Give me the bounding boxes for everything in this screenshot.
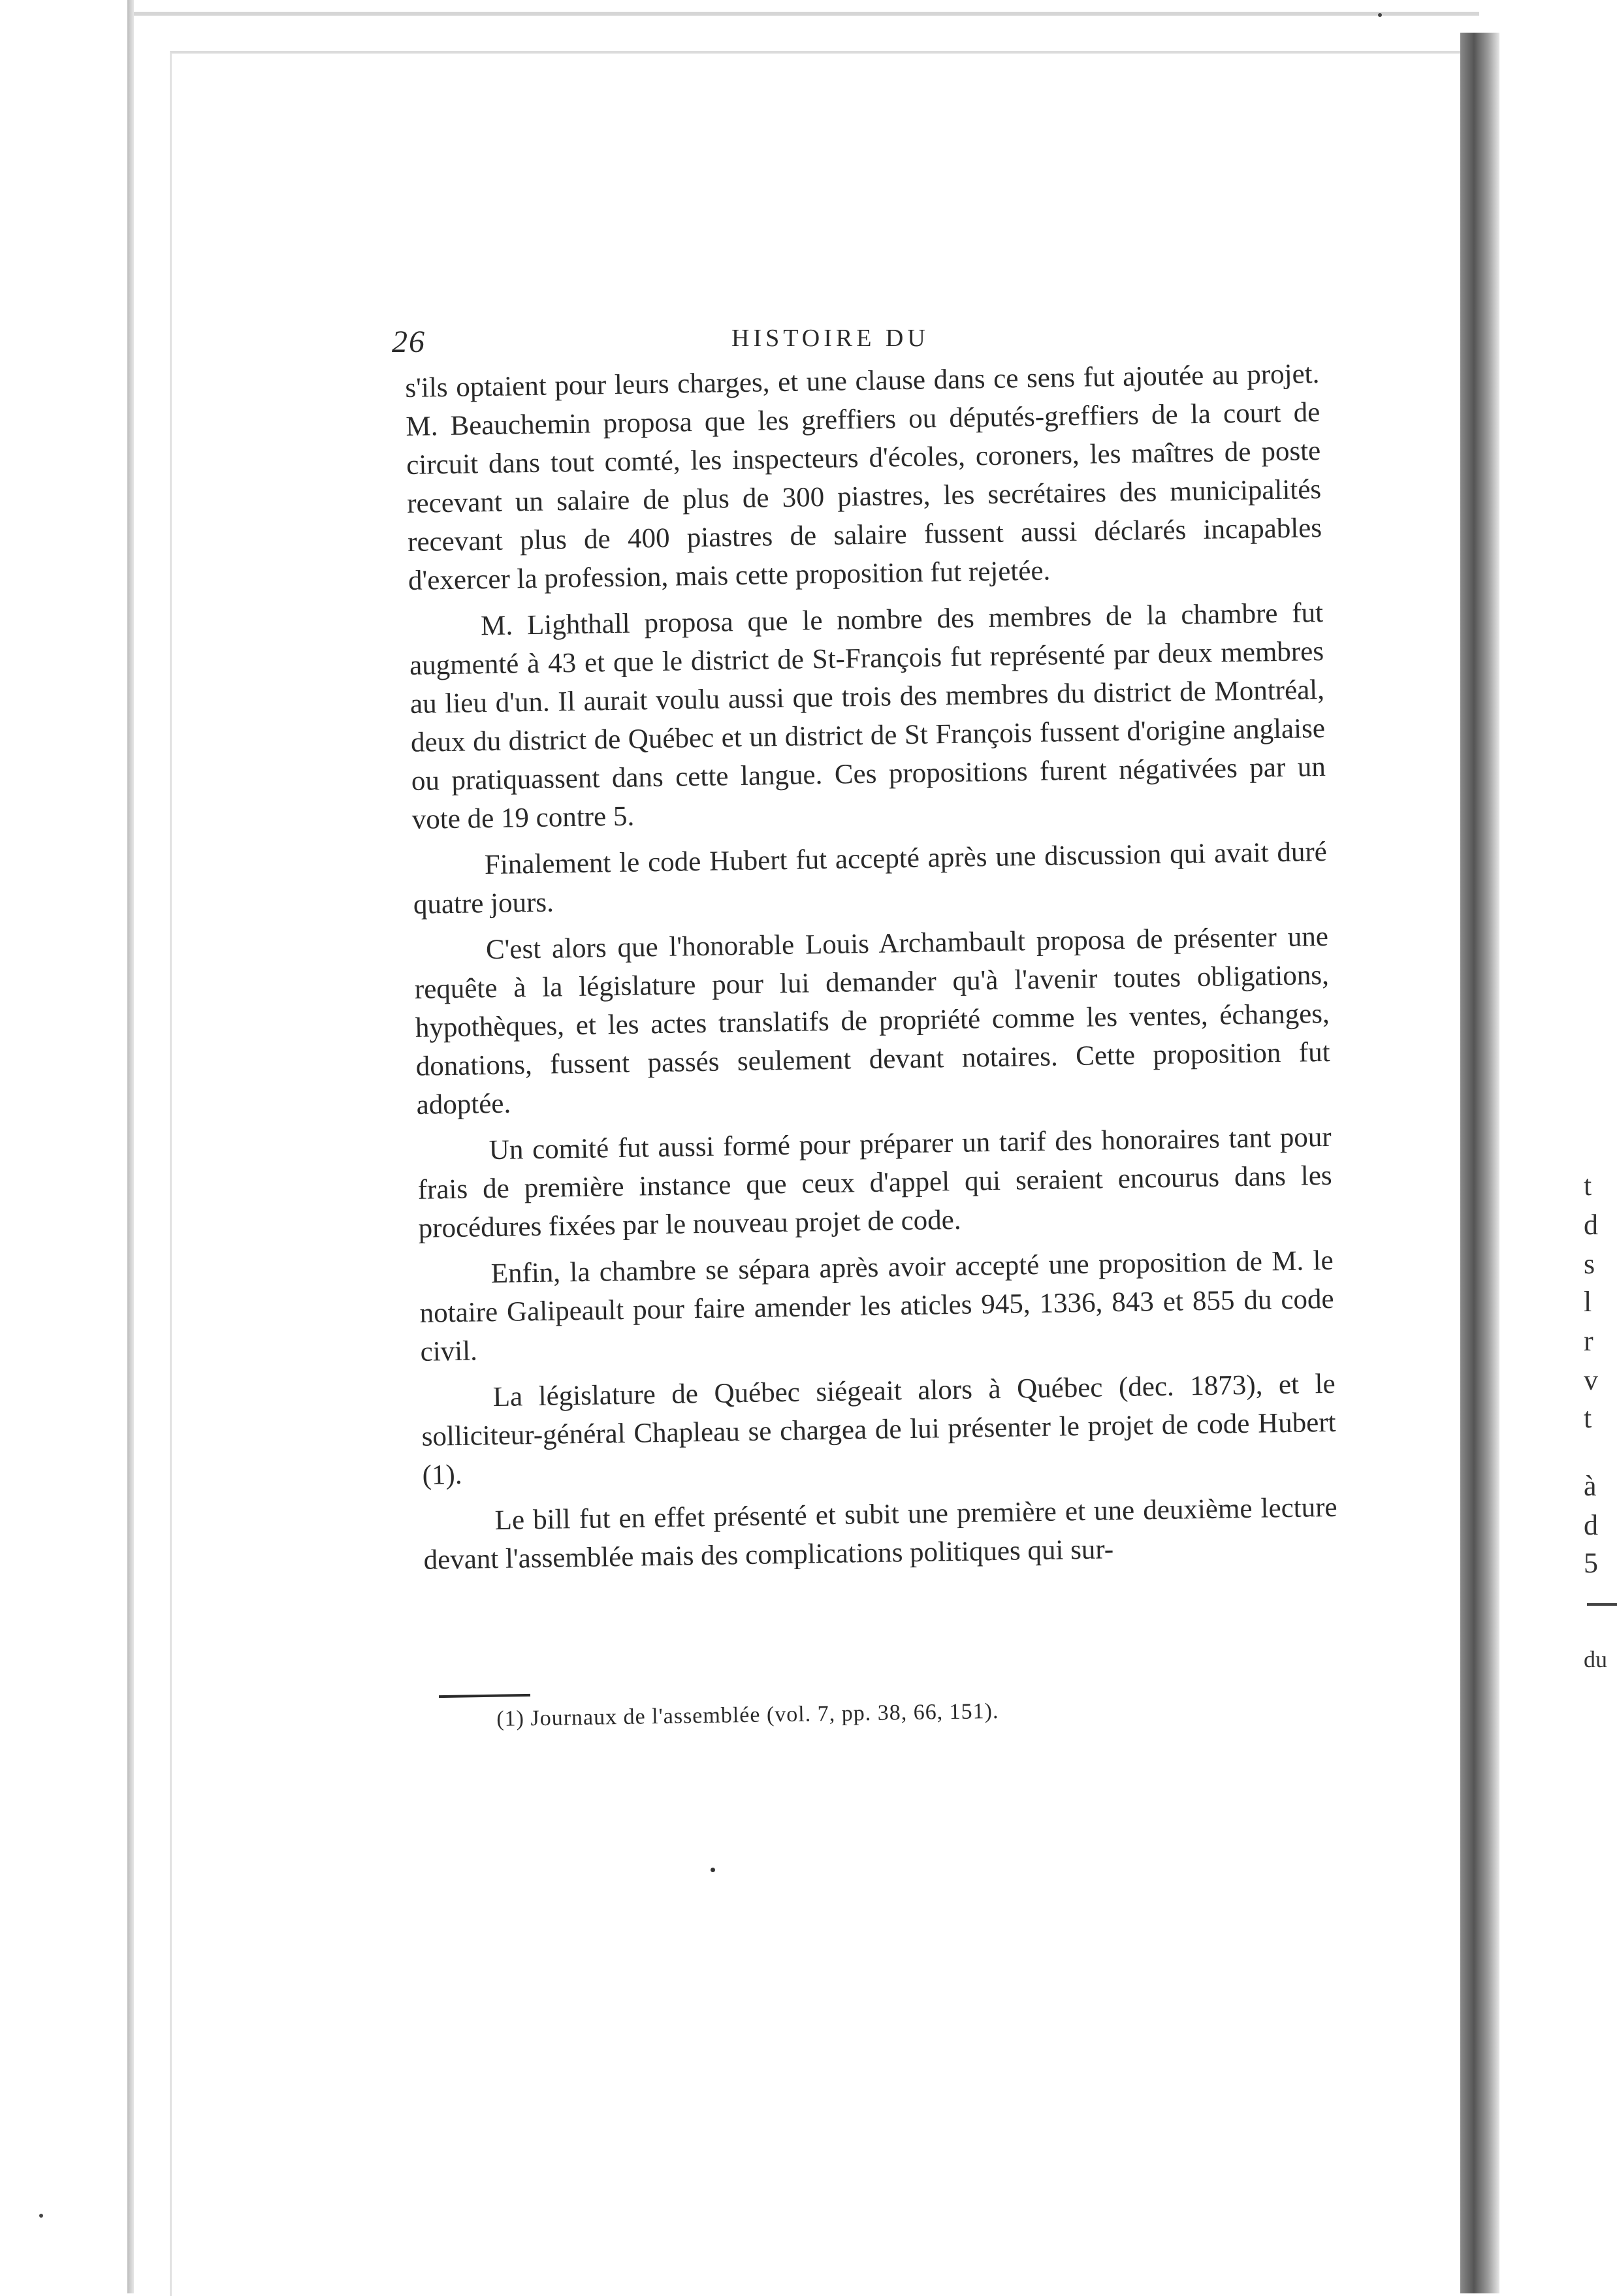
paragraph: Le bill fut en effet présenté et subit une première et une deuxième lecture devant l'assemblée mais des complications politiques qui sur- xyxy=(423,1491,1337,1576)
paragraph: s'ils optaient pour leurs charges, et une clause dans ce sens fut ajoutée au projet. M. Beauchemin proposa que les greffiers ou députés-greffiers de la court de circuit dans tout comté, les inspecteurs d'écoles, coroners, les maîtres de poste recevant un salaire de plus de 300 piastres, les secrétaires des municipalités recevant plus de 400 piastres de salaire fussent aussi déclarés incapables d'exercer la profession, mais cette proposition fut rejetée. xyxy=(405,359,1322,596)
adjacent-page-fragment: 5 xyxy=(1584,1547,1598,1579)
adjacent-page-fragment: s xyxy=(1584,1248,1595,1280)
adjacent-page-fragment: à xyxy=(1584,1470,1597,1502)
ink-speck xyxy=(1378,13,1382,17)
adjacent-page-rule xyxy=(1587,1603,1617,1606)
footnote: (1) Journaux de l'assemblée (vol. 7, pp. 38, 66, 151). xyxy=(496,1698,999,1731)
page-number: 26 xyxy=(392,325,426,359)
body-text xyxy=(405,355,1338,1580)
adjacent-page-fragment: r xyxy=(1584,1325,1593,1357)
adjacent-page-fragment: v xyxy=(1584,1364,1598,1396)
paragraph: Un comité fut aussi formé pour préparer un tarif des honoraires tant pour frais de première instance que ceux d'appel qui seraient encourus dans les procédures fixées par le nouveau projet de code. xyxy=(417,1121,1332,1244)
adjacent-page-fragment: t xyxy=(1584,1402,1592,1434)
ink-speck xyxy=(39,2214,43,2218)
adjacent-page xyxy=(1499,0,1617,2293)
paragraph: M. Lighthall proposa que le nombre des membres de la chambre fut augmenté à 43 et que le district de St-François fut représenté par deux membres au lieu d'un. Il aurait voulu aussi que trois des membres du district de Montréal, deux du district de Québec et un district de St François fussent d'origine anglaise ou pratiquassent dans cette langue. Ces propositions furent négativées par un vote de 19 contre 5. xyxy=(409,597,1326,835)
adjacent-page-fragment: t xyxy=(1584,1170,1592,1202)
paragraph: Enfin, la chambre se sépara après avoir accepté une proposition de M. le notaire Galipeault pour faire amender les aticles 945, 1336, 843 et 855 du code civil. xyxy=(419,1245,1334,1367)
page-header xyxy=(392,321,1306,360)
adjacent-page-fragment: l xyxy=(1584,1286,1592,1318)
book-spine-shadow xyxy=(1460,33,1499,2293)
ink-speck xyxy=(711,1868,715,1872)
scan-edge-top xyxy=(134,12,1479,16)
running-head: HISTOIRE DU xyxy=(731,325,929,352)
scan-edge-left xyxy=(127,0,134,2293)
paragraph: Finalement le code Hubert fut accepté après une discussion qui avait duré quatre jours. xyxy=(413,836,1328,920)
paragraph: La législature de Québec siégeait alors à Québec (dec. 1873), et le solliciteur-général Chapleau se chargea de lui présenter le projet de code Hubert (1). xyxy=(421,1368,1336,1491)
adjacent-page-fragment: d xyxy=(1584,1209,1598,1241)
adjacent-page-fragment: d xyxy=(1584,1509,1598,1541)
paragraph: C'est alors que l'honorable Louis Archambault proposa de présenter une requête à la législature pour lui demander qu'à l'avenir toutes obligations, hypothèques, et les actes translatifs de propriété comme les ventes, échanges, donations, fussent passés seulement devant notaires. Cette proposition fut adoptée. xyxy=(414,921,1330,1121)
adjacent-page-fragment: du xyxy=(1584,1646,1607,1672)
